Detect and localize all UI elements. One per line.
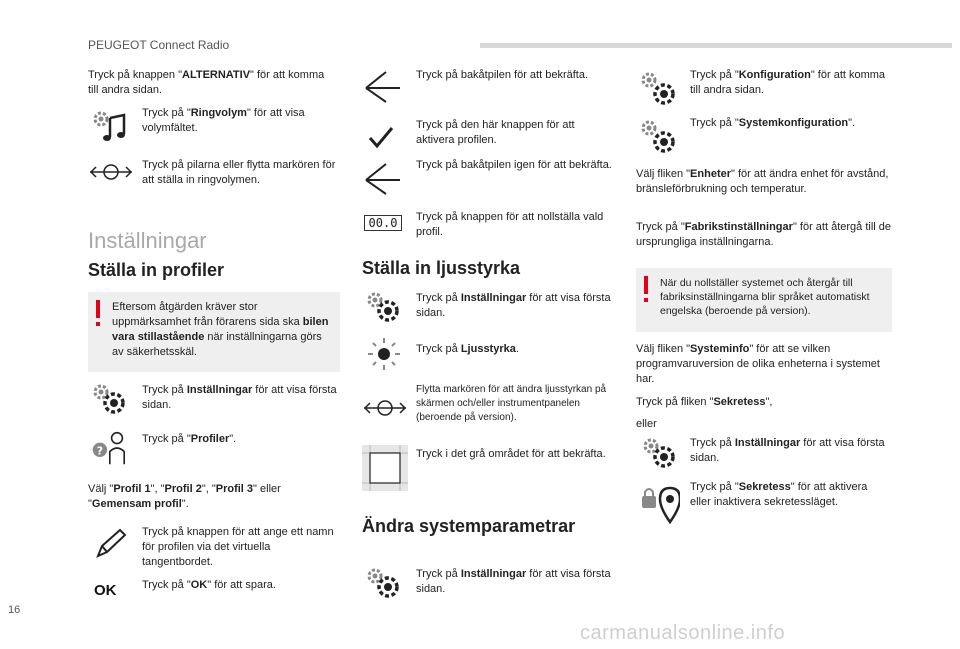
- c2-p7: Flytta markören för att ändra ljusstyrkan på skärmen och/eller instrumentpanelen (beroende på version).: [416, 384, 607, 423]
- c3-p9: Tryck på "Sekretess" för att aktivera eller inaktivera sekretessläget.: [690, 481, 868, 508]
- gear-gear-icon: [638, 70, 678, 108]
- warning-text-system: När du nollställer systemet och återgår till fabriksinställningarna blir språket automatiskt engelska (beroende på version).: [660, 277, 870, 317]
- gear-gear-icon: [638, 118, 678, 156]
- c2-p9: Tryck på Inställningar för att visa första sidan.: [416, 568, 611, 595]
- svg-text:?: ?: [96, 444, 104, 458]
- section-title: Inställningar: [88, 228, 207, 253]
- heading-brightness: Ställa in ljusstyrka: [362, 258, 521, 278]
- header-bar: [480, 43, 952, 48]
- c1-p2: Tryck på "Ringvolym" för att visa volymfältet.: [142, 107, 305, 134]
- back-arrow-icon: [362, 160, 402, 196]
- c2-p4: Tryck på knappen för att nollställa vald profil.: [416, 211, 604, 238]
- c1-p1: Tryck på knappen "ALTERNATIV" för att komma till andra sidan.: [88, 69, 325, 96]
- gear-icon: [90, 382, 130, 418]
- c1-p8: Tryck på "OK" för att spara.: [142, 579, 276, 591]
- c3-p8: Tryck på Inställningar för att visa första sidan.: [690, 437, 885, 464]
- c2-p8: Tryck i det grå området för att bekräfta.: [416, 448, 606, 460]
- c1-p5: Tryck på "Profiler".: [142, 433, 237, 445]
- c3-p2: Tryck på "Systemkonfiguration".: [690, 117, 856, 129]
- footer-watermark: carmanualsonline.info: [580, 622, 786, 644]
- heading-system: Ändra systemparametrar: [362, 516, 576, 536]
- c3-p3: Välj fliken "Enheter" för att ändra enhet för avstånd, bränsleförbrukning och temperatur.: [636, 168, 889, 195]
- ok-button-icon: OK: [94, 582, 117, 599]
- pencil-icon: [92, 526, 132, 562]
- gear-icon: [640, 436, 680, 472]
- slider-arrows-icon: [362, 390, 408, 426]
- warning-icon: [96, 300, 100, 318]
- warning-box-system: [636, 268, 892, 332]
- c2-p5: Tryck på Inställningar för att visa första sidan.: [416, 292, 611, 319]
- reset-icon: 00.0: [364, 215, 402, 231]
- warning-icon: [644, 276, 648, 294]
- heading-profiles: Ställa in profiler: [88, 260, 225, 280]
- sun-icon: [364, 336, 404, 372]
- checkmark-icon: [362, 120, 402, 156]
- c2-p6: Tryck på Ljusstyrka.: [416, 343, 519, 355]
- c2-p2: Tryck på den här knappen för att aktivera profilen.: [416, 119, 575, 146]
- c2-p1: Tryck på bakåtpilen för att bekräfta.: [416, 69, 589, 81]
- slider-arrows-icon: [88, 154, 134, 190]
- c3-p7: eller: [636, 418, 657, 430]
- grid-area-icon: [362, 445, 408, 491]
- gear-music-icon: [90, 108, 130, 144]
- warning-box: [88, 292, 340, 372]
- page-number: 16: [8, 604, 21, 616]
- c1-p3: Tryck på pilarna eller flytta markören för att ställa in ringvolymen.: [142, 159, 336, 186]
- gear-lock-icon: [640, 484, 680, 524]
- c3-p5: Välj fliken "Systeminfo" för att se vilken programvaruversion de olika enheterna i systemet har.: [636, 343, 880, 385]
- c3-p4: Tryck på "Fabrikstinställningar" för att återgå till de ursprungliga inställningarna.: [636, 221, 892, 248]
- c3-p1: Tryck på "Konfiguration" för att komma till andra sidan.: [690, 69, 886, 96]
- running-header: PEUGEOT Connect Radio: [88, 38, 230, 52]
- gear-icon: [364, 290, 404, 326]
- c1-p4: Tryck på Inställningar för att visa första sidan.: [142, 384, 337, 411]
- c1-p7: Tryck på knappen för att ange ett namn för profilen via det virtuella tangentbordet.: [142, 526, 334, 568]
- c3-p6: Tryck på fliken "Sekretess",: [636, 396, 773, 408]
- back-arrow-icon: [362, 68, 402, 104]
- gear-question-person-icon: [88, 430, 128, 466]
- warning-text: Eftersom åtgärden kräver stor uppmärksamhet från förarens sida ska bilen vara stillastående när inställningarna görs av säkerhetsskäl.: [112, 301, 329, 358]
- gear-icon: [364, 566, 404, 602]
- c2-p3: Tryck på bakåtpilen igen för att bekräfta.: [416, 159, 612, 171]
- c1-p6: Välj "Profil 1", "Profil 2", "Profil 3" eller "Gemensam profil".: [88, 483, 281, 510]
